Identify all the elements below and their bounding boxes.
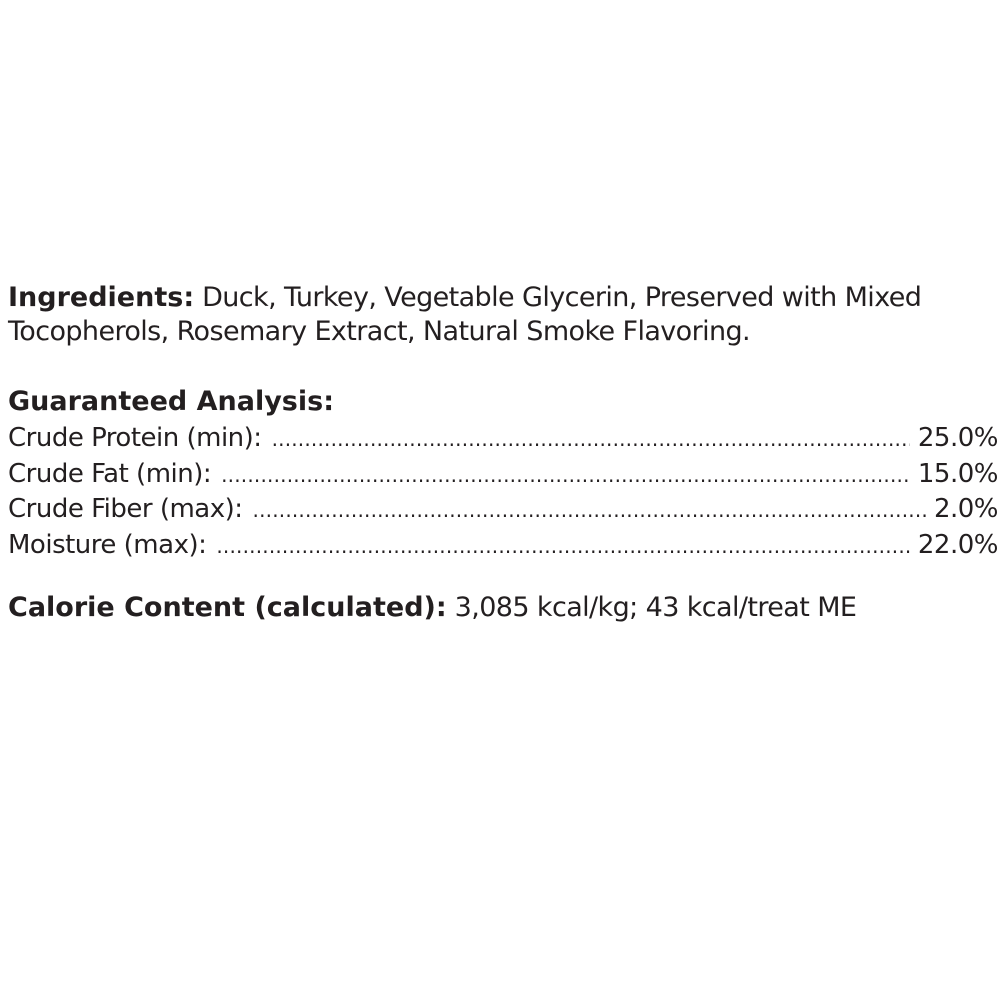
ingredients-text: Duck, Turkey, Vegetable Glycerin, Preserved with Mixed Tocopherols, Rosemary Extract, Natural Smoke Flavoring. bbox=[8, 282, 922, 347]
analysis-row-protein bbox=[8, 421, 998, 457]
analysis-value: 15.0% bbox=[917, 458, 998, 489]
analysis-label: Moisture (max): bbox=[8, 529, 207, 560]
analysis-row-moisture bbox=[8, 528, 998, 564]
analysis-label: Crude Fat (min): bbox=[8, 458, 212, 489]
calorie-text: 3,085 kcal/kg; 43 kcal/treat ME bbox=[446, 592, 857, 623]
dot-leader bbox=[221, 458, 910, 493]
analysis-label: Crude Protein (min): bbox=[8, 423, 262, 453]
calorie-content-paragraph bbox=[8, 591, 998, 625]
dot-leader bbox=[253, 493, 926, 528]
guaranteed-analysis-list bbox=[8, 421, 998, 563]
analysis-value: 2.0% bbox=[933, 494, 998, 524]
analysis-row-fat bbox=[8, 457, 998, 493]
ingredients-heading: Ingredients: bbox=[8, 282, 195, 313]
calorie-heading: Calorie Content (calculated): bbox=[8, 592, 447, 623]
dot-leader bbox=[272, 422, 910, 457]
analysis-value: 22.0% bbox=[917, 529, 998, 560]
analysis-label: Crude Fiber (max): bbox=[8, 494, 243, 524]
dot-leader bbox=[216, 529, 910, 564]
analysis-row-fiber bbox=[8, 492, 998, 528]
analysis-value: 25.0% bbox=[917, 423, 998, 453]
guaranteed-analysis-title: Guaranteed Analysis: bbox=[8, 386, 335, 417]
ingredients-paragraph bbox=[8, 281, 998, 349]
